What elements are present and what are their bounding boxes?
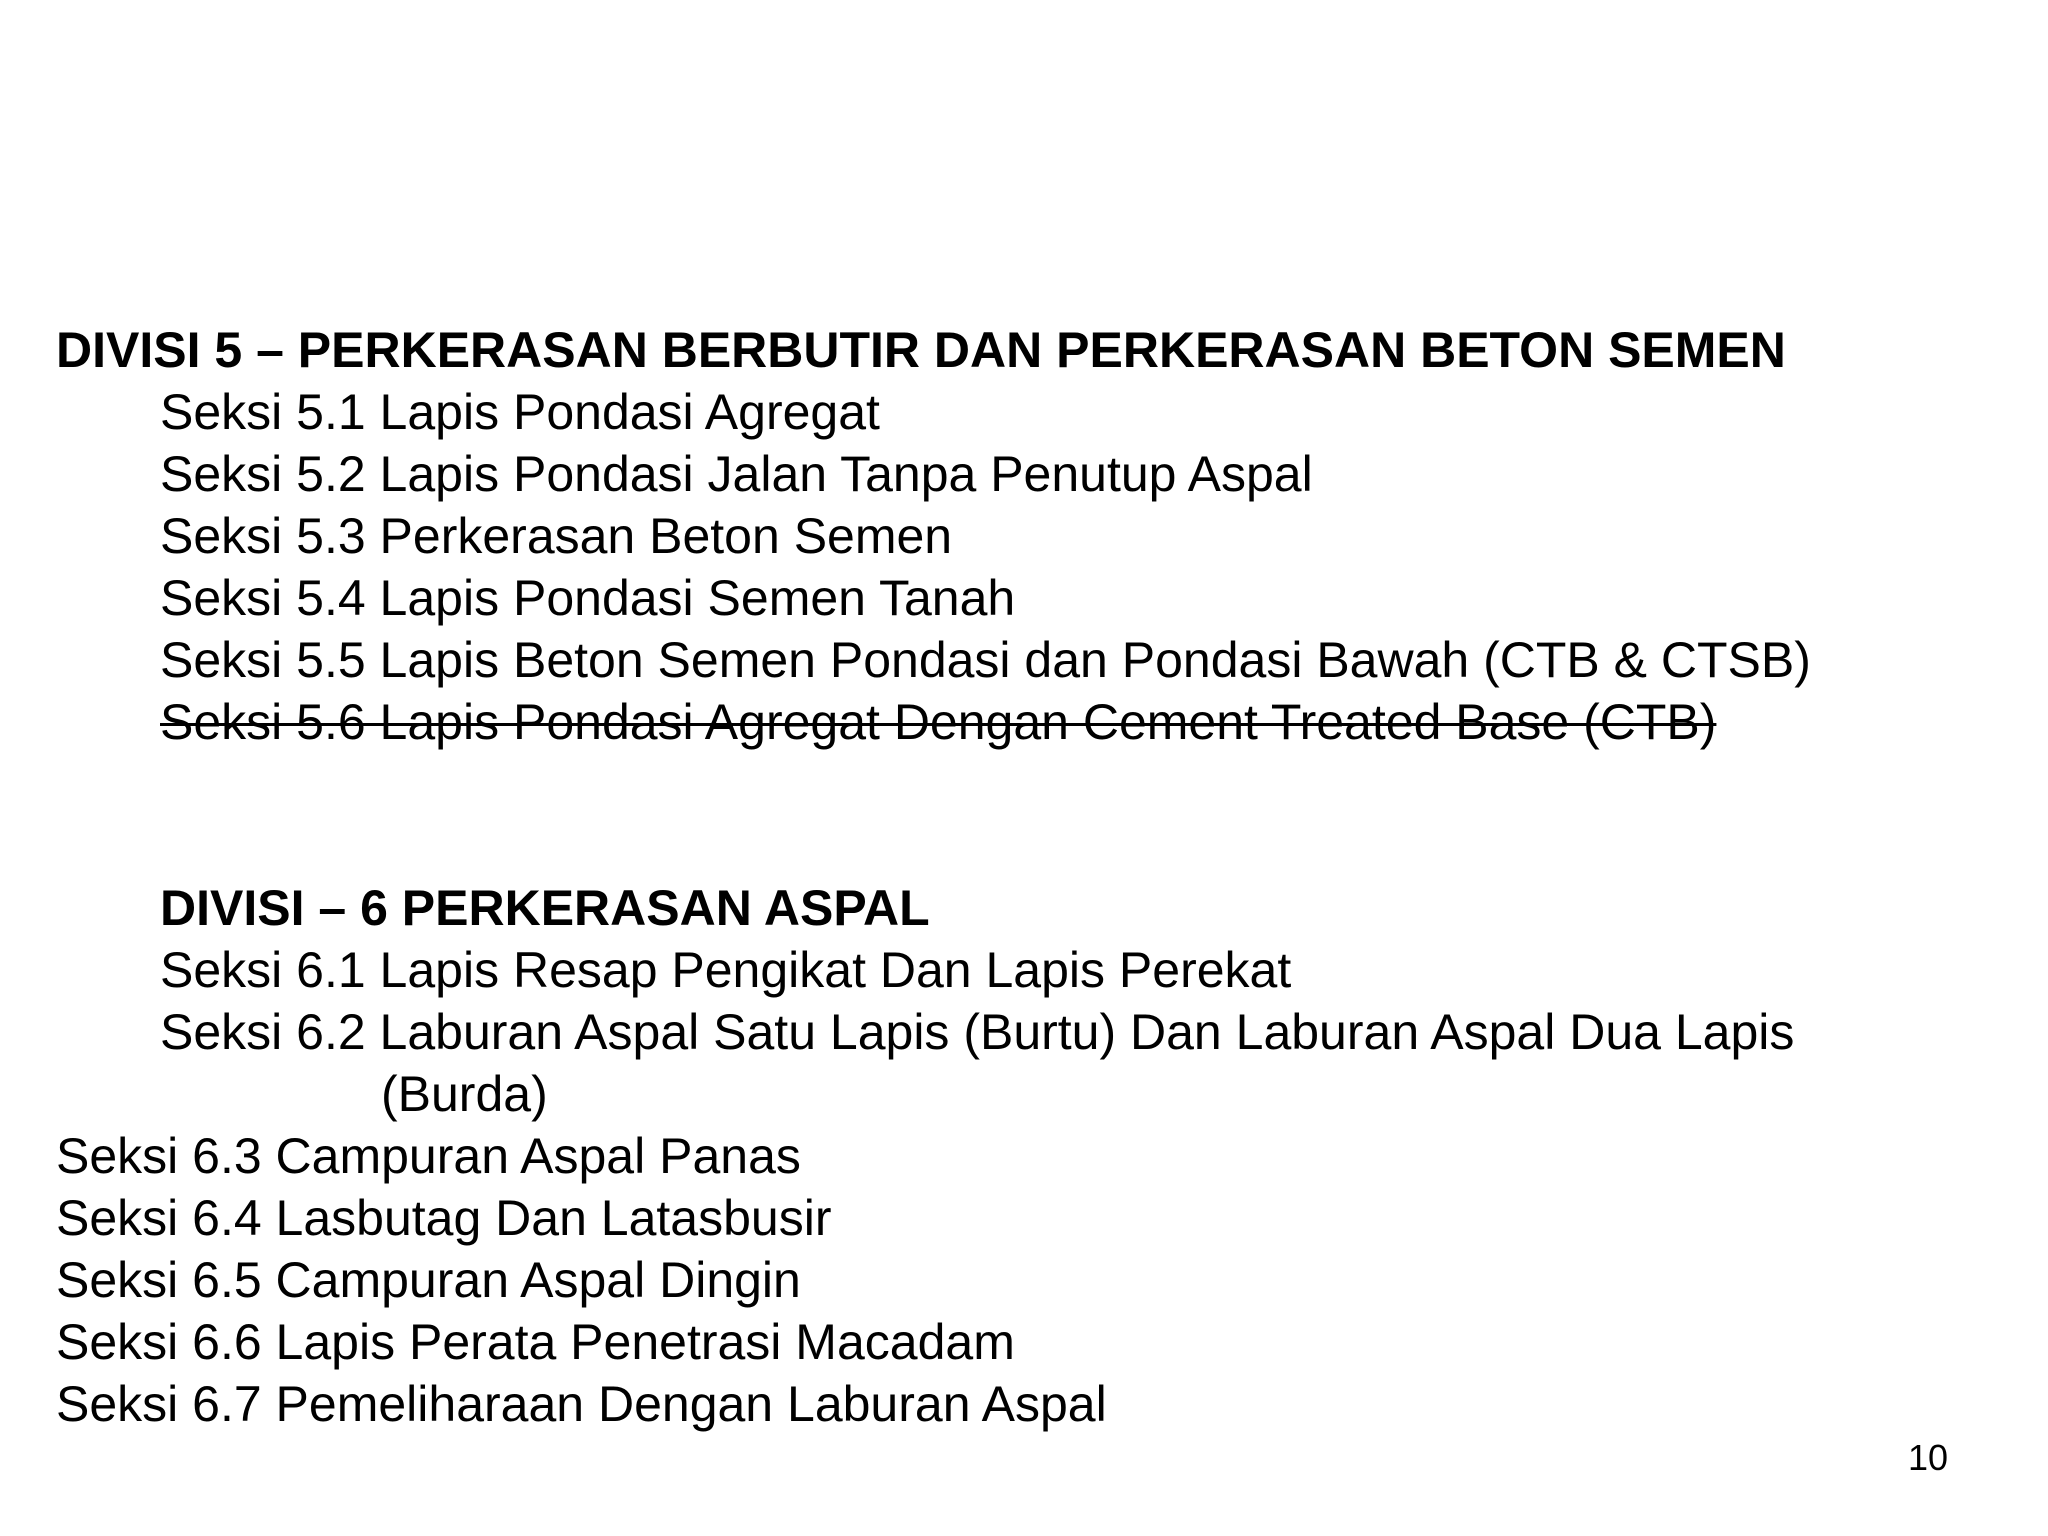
seksi-6-2-continuation: (Burda)	[381, 1066, 548, 1122]
page-number: 10	[1908, 1437, 1949, 1478]
seksi-6-7-item: Seksi 6.7 Pemeliharaan Dengan Laburan Aspal	[56, 1376, 1107, 1432]
seksi-6-1-item: Seksi 6.1 Lapis Resap Pengikat Dan Lapis Perekat	[160, 942, 1292, 998]
seksi-5-1-item: Seksi 5.1 Lapis Pondasi Agregat	[160, 384, 880, 440]
seksi-6-5-item: Seksi 6.5 Campuran Aspal Dingin	[56, 1252, 801, 1308]
seksi-5-4-item: Seksi 5.4 Lapis Pondasi Semen Tanah	[160, 570, 1016, 626]
seksi-6-4-item: Seksi 6.4 Lasbutag Dan Latasbusir	[56, 1190, 832, 1246]
divisi-5-heading: DIVISI 5 – PERKERASAN BERBUTIR DAN PERKERASAN BETON SEMEN	[56, 322, 1786, 378]
divisi-6-heading: DIVISI – 6 PERKERASAN ASPAL	[160, 880, 930, 936]
seksi-6-6-item: Seksi 6.6 Lapis Perata Penetrasi Macadam	[56, 1314, 1015, 1370]
seksi-5-5-item: Seksi 5.5 Lapis Beton Semen Pondasi dan Pondasi Bawah (CTB & CTSB)	[160, 632, 1811, 688]
seksi-5-2-item: Seksi 5.2 Lapis Pondasi Jalan Tanpa Penutup Aspal	[160, 446, 1313, 502]
seksi-5-6-item-struck: Seksi 5.6 Lapis Pondasi Agregat Dengan Cement Treated Base (CTB)	[160, 694, 1717, 750]
seksi-6-3-item: Seksi 6.3 Campuran Aspal Panas	[56, 1128, 801, 1184]
seksi-6-2-item: Seksi 6.2 Laburan Aspal Satu Lapis (Burtu) Dan Laburan Aspal Dua Lapis	[160, 1004, 1795, 1060]
seksi-5-3-item: Seksi 5.3 Perkerasan Beton Semen	[160, 508, 953, 564]
